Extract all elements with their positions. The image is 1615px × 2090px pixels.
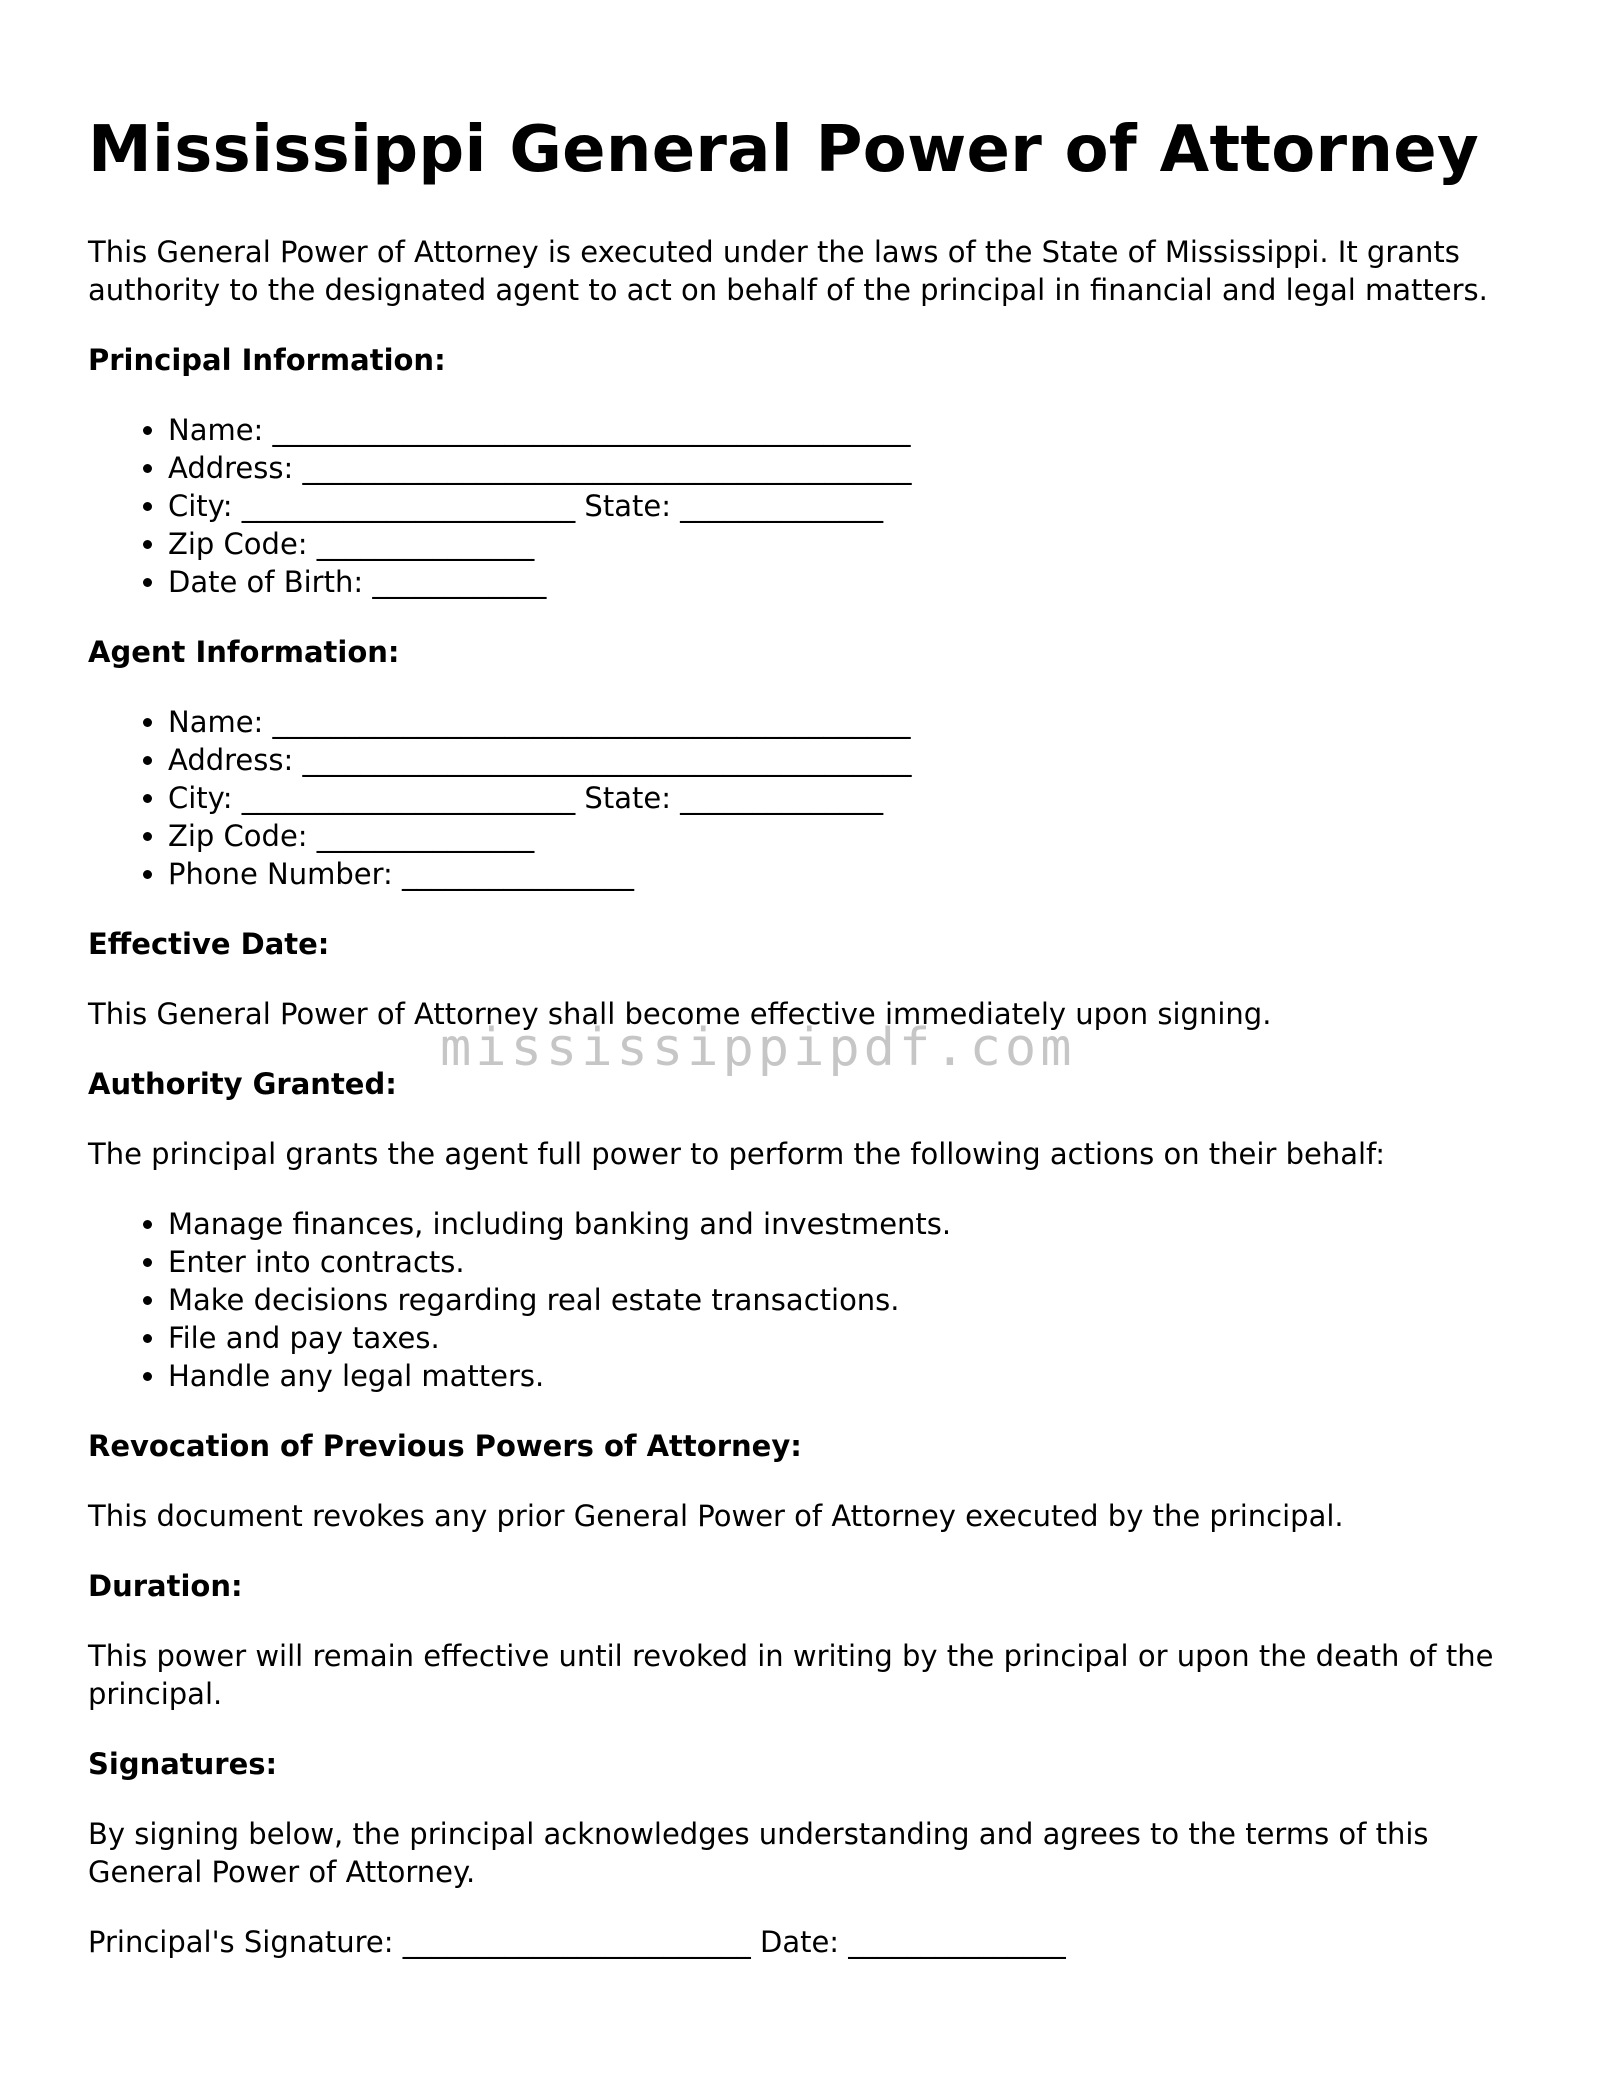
authority-item: • Handle any legal matters. [168,1357,1528,1395]
agent-name-field: • Name: ____________________________________________ [168,703,1528,741]
page-title: Mississippi General Power of Attorney [88,113,1479,187]
agent-city-state-field: • City: _______________________ State: ______________ [168,779,1528,817]
principal-heading: Principal Information: [88,342,446,377]
authority-list [88,1205,1528,1395]
principal-address-field: • Address: __________________________________________ [168,449,1528,487]
principal-zip-field: • Zip Code: _______________ [168,525,1528,563]
agent-phone-field: • Phone Number: ________________ [168,855,1528,893]
agent-heading: Agent Information: [88,634,400,669]
principal-city-state-field: • City: _______________________ State: ______________ [168,487,1528,525]
principal-fields-list [88,411,1528,601]
principal-dob-field: • Date of Birth: ____________ [168,563,1528,601]
watermark: mississippipdf.com [440,1018,1076,1078]
authority-item: • Make decisions regarding real estate transactions. [168,1281,1528,1319]
agent-zip-field: • Zip Code: _______________ [168,817,1528,855]
duration-heading: Duration: [88,1568,243,1603]
revocation-text: This document revokes any prior General Power of Attorney executed by the principal. [88,1498,1344,1533]
duration-text: This power will remain effective until revoked in writing by the principal or upon the death of the principal. [88,1638,1494,1711]
authority-item: • File and pay taxes. [168,1319,1528,1357]
authority-text: The principal grants the agent full power to perform the following actions on their behalf: [88,1136,1385,1171]
agent-fields-list [88,703,1528,893]
revocation-heading: Revocation of Previous Powers of Attorney: [88,1428,802,1463]
effective-date-heading: Effective Date: [88,926,330,961]
authority-item: • Manage finances, including banking and investments. [168,1205,1528,1243]
effective-date-text: This General Power of Attorney shall become effective immediately upon signing. [88,996,1272,1031]
agent-address-field: • Address: __________________________________________ [168,741,1528,779]
intro-paragraph: This General Power of Attorney is executed under the laws of the State of Mississippi. It grants authority to the designated agent to act on behalf of the principal in financial and legal matters. [88,234,1488,307]
authority-item: • Enter into contracts. [168,1243,1528,1281]
signatures-heading: Signatures: [88,1746,278,1781]
authority-heading: Authority Granted: [88,1066,397,1101]
signatures-text: By signing below, the principal acknowledges understanding and agrees to the terms of this General Power of Attorney. [88,1816,1429,1889]
document-page [88,112,1528,1993]
signature-line: Principal's Signature: ________________________ Date: _______________ [88,1924,1066,1959]
principal-name-field: • Name: ____________________________________________ [168,411,1528,449]
